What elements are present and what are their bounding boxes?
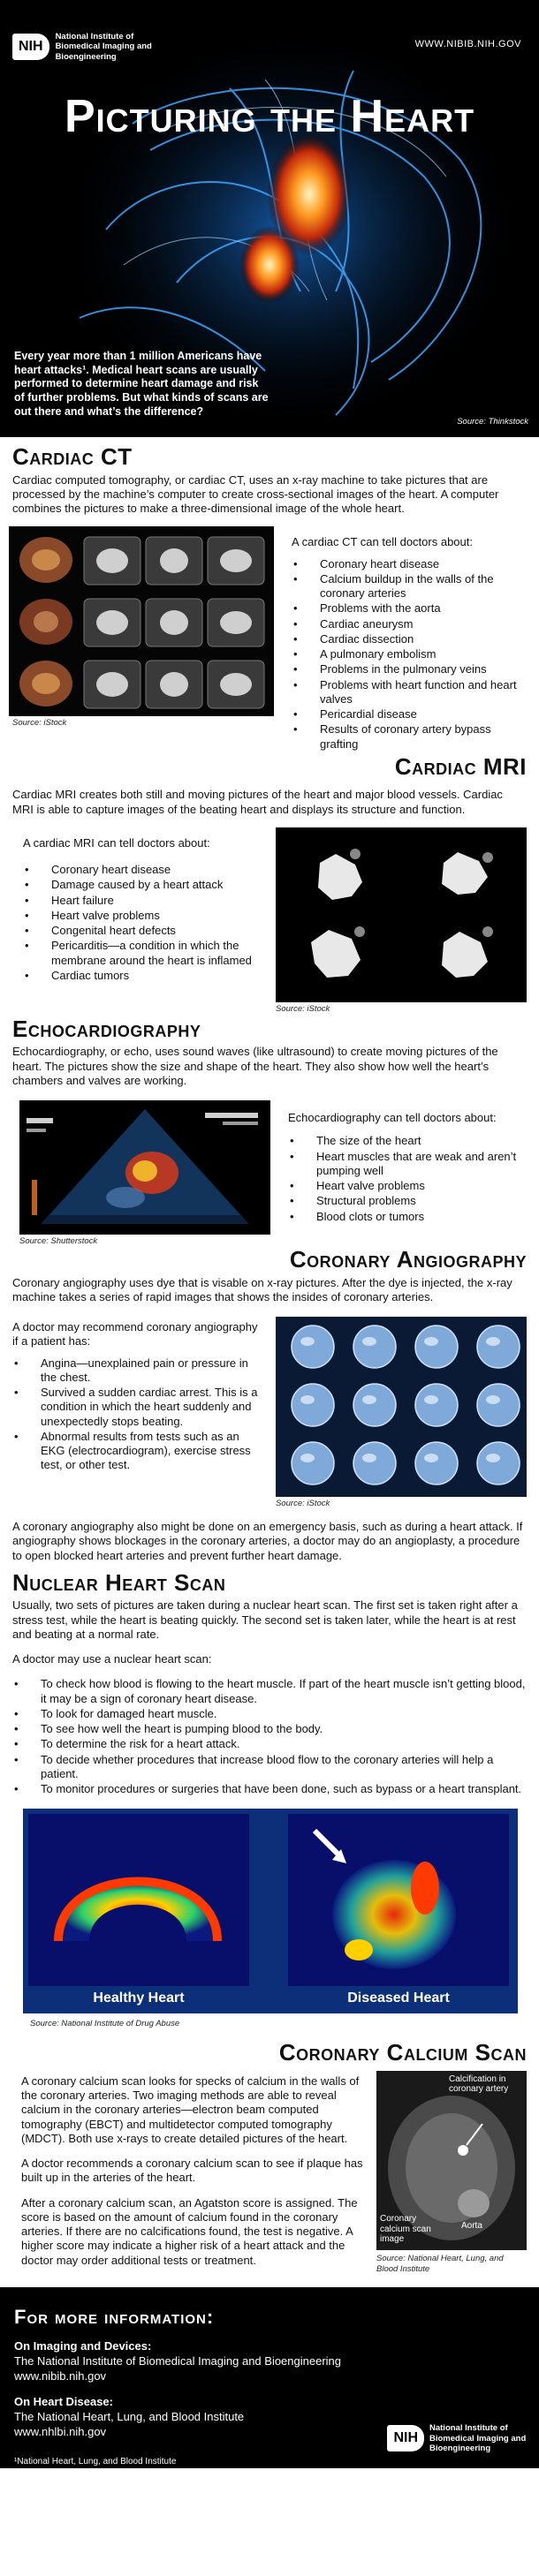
list-item: • Cardiac aneurysm — [292, 617, 527, 631]
calcium-paragraph-1: A coronary calcium scan looks for specks of calcium in the walls of the coronary arteries. Two imaging methods are able to reveal calcium in the coronary arteries—electron beam computed tomography (EBCT) and multidetector computed tomography (MDCT). Both use x-rays to create detailed pictures of the heart. — [21, 2074, 360, 2145]
echo-image — [19, 1100, 270, 1235]
list-item: • Angina—unexplained pain or pressure in the chest. — [12, 1356, 265, 1386]
list-item: • To see how well the heart is pumping blood to the body. — [12, 1722, 527, 1736]
nih-logo[interactable] — [12, 32, 162, 62]
list-item: • Survived a sudden cardiac arrest. This is a condition in which the heart suddenly and unexpectedly stops beating. — [12, 1386, 265, 1429]
section-title: Cardiac MRI — [394, 752, 527, 780]
image-source: Source: iStock — [12, 718, 67, 729]
list-item: • Heart valve problems — [23, 909, 265, 923]
ct-list — [292, 557, 527, 752]
image-source: Source: Shutterstock — [19, 1236, 98, 1247]
list-item: • Problems with the aorta — [292, 601, 527, 616]
section-title: Coronary Angiography — [289, 1246, 527, 1273]
mri-scan-image — [276, 827, 527, 1002]
image-source: Source: National Heart, Lung, and Blood Institute — [376, 2253, 504, 2274]
list-intro: Echocardiography can tell doctors about: — [288, 1111, 497, 1125]
hero-source: Source: Thinkstock — [457, 417, 528, 427]
list-item: • Calcium buildup in the walls of the coronary arteries — [292, 572, 527, 601]
section-cardiac-ct — [0, 444, 539, 752]
intro-text: Every year more than 1 million Americans have heart attacks¹. Medical heart scans are usually performed to determine heart damage and risk of further problems. But what kinds of scans are out there and what’s the difference? — [14, 350, 269, 418]
list-item: • To decide whether procedures that increase blood flow to the coronary arteries will help a patient. — [12, 1753, 527, 1782]
calcium-scan-image — [376, 2071, 527, 2250]
info-block-imaging — [14, 2339, 525, 2384]
aorta-label: Aorta — [461, 2221, 482, 2232]
list-item: • To determine the risk for a heart attack. — [12, 1737, 527, 1751]
section-echocardiography — [0, 1016, 539, 1247]
nuclear-list — [12, 1677, 527, 1796]
section-body: Echocardiography, or echo, uses sound waves (like ultrasound) to create moving pictures of the heart. The pictures show the size and shape of the heart. They also show how well the heart’s chambers and valves are working. — [12, 1045, 498, 1087]
section-after: A coronary angiography also might be done on an emergency basis, such as during a heart attack. If angiography shows blockages in the coronary arteries, a doctor may do an angioplasty, a procedure to open blocked heart arteries and prevent further heart damage. — [12, 1520, 523, 1562]
calcium-paragraph-2: A doctor recommends a coronary calcium scan to see if plaque has built up in the arteries of the heart. — [21, 2157, 363, 2185]
list-item: • Pericardial disease — [292, 707, 527, 721]
angio-list — [12, 1356, 265, 1473]
section-coronary-angiography — [0, 1247, 539, 1563]
list-intro: A cardiac MRI can tell doctors about: — [23, 835, 210, 850]
footer-title: For more information: — [14, 2305, 215, 2328]
list-item: • Heart valve problems — [288, 1179, 527, 1193]
hero-banner — [0, 0, 539, 437]
nih-badge: NIH — [12, 34, 49, 60]
list-item: • Abnormal results from tests such as an EKG (electrocardiogram), exercise stress test, or other test. — [12, 1430, 265, 1473]
list-item: • To check how blood is flowing to the heart muscle. If part of the heart muscle isn’t getting blood, it may be a sign of coronary heart disease. — [12, 1677, 527, 1706]
list-item: • To monitor procedures or surgeries that have been done, such as bypass or a heart transplant. — [12, 1782, 527, 1796]
section-coronary-calcium-scan — [0, 2040, 539, 2274]
section-title: Nuclear Heart Scan — [12, 1568, 226, 1596]
footnote: ¹National Heart, Lung, and Blood Institute — [14, 2457, 177, 2467]
list-item: • Blood clots or tumors — [288, 1210, 527, 1224]
list-item: • Cardiac tumors — [23, 969, 265, 983]
list-item: • Cardiac dissection — [292, 632, 527, 646]
diseased-heart-label: Diseased Heart — [347, 1991, 450, 2006]
list-intro: A doctor may recommend coronary angiography if a patient has: — [12, 1320, 258, 1348]
ct-scan-image — [9, 526, 274, 716]
list-item: • Heart failure — [23, 894, 265, 908]
list-item: • Structural problems — [288, 1194, 527, 1208]
list-item: • A pulmonary embolism — [292, 647, 527, 661]
list-item: • Congenital heart defects — [23, 924, 265, 938]
site-url[interactable]: WWW.NIBIB.NIH.GOV — [414, 39, 521, 49]
info-line: The National Heart, Lung, and Blood Institute — [14, 2409, 245, 2423]
list-item: • To look for damaged heart muscle. — [12, 1707, 527, 1721]
list-item: • Pericarditis—a condition in which the membrane around the heart is inflamed — [23, 939, 265, 968]
image-source: Source: National Institute of Drug Abuse — [30, 2019, 180, 2029]
image-source: Source: iStock — [276, 1499, 330, 1509]
mri-list — [23, 863, 265, 983]
section-body: Cardiac computed tomography, or cardiac CT, uses an x-ray machine to take pictures that are processed by the machine’s computer to create cross-sectional images of the heart. A computer combines the pictures to make a three-dimensional image of the whole heart. — [12, 472, 499, 516]
institute-name: National Institute of Biomedical Imaging and Bioengineering — [429, 2423, 527, 2454]
list-item: • Results of coronary artery bypass grafting — [292, 722, 527, 752]
footer — [0, 2287, 539, 2468]
list-item: • Coronary heart disease — [23, 863, 265, 877]
list-item: • Damage caused by a heart attack — [23, 878, 265, 892]
section-cardiac-mri — [0, 754, 539, 1015]
calcium-paragraph-3: After a coronary calcium scan, an Agatston score is assigned. The score is based on the amount of calcium found in the coronary arteries. If there are no calcifications found, the test is negative. A higher score may indicate a higher risk of a heart attack and the doctor may order additional tests or treatment. — [21, 2195, 358, 2267]
list-item: • Coronary heart disease — [292, 557, 527, 571]
nih-logo-footer[interactable] — [387, 2423, 528, 2453]
nih-badge: NIH — [387, 2425, 424, 2451]
institute-name: National Institute of Biomedical Imaging and Bioengineering — [55, 32, 152, 62]
info-heading: On Heart Disease: — [14, 2394, 113, 2408]
section-title: Echocardiography — [12, 1015, 201, 1042]
nuclear-scan-image — [23, 1809, 518, 2013]
list-item: • Heart muscles that are weak and aren’t pumping well — [288, 1150, 527, 1179]
list-intro: A cardiac CT can tell doctors about: — [292, 535, 473, 549]
echo-list — [288, 1134, 527, 1224]
section-body: Usually, two sets of pictures are taken during a nuclear heart scan. The first set is taken right after a stress test, while the heart is beating quickly. The second set is taken later, while the heart is at rest and beating at a normal rate. — [12, 1598, 518, 1641]
angiography-image — [276, 1317, 527, 1497]
list-item: • Problems in the pulmonary veins — [292, 662, 527, 676]
image-source: Source: iStock — [276, 1003, 330, 1014]
section-title: Coronary Calcium Scan — [278, 2039, 527, 2066]
info-line: The National Institute of Biomedical Imaging and Bioengineering — [14, 2353, 342, 2368]
info-link[interactable]: www.nibib.nih.gov — [14, 2368, 107, 2383]
page-title: Picturing the Heart — [64, 91, 475, 142]
list-item: • The size of the heart — [288, 1134, 527, 1148]
list-item: • Problems with heart function and heart valves — [292, 678, 527, 707]
section-body: Cardiac MRI creates both still and moving pictures of the heart and major blood vessels. Cardiac MRI is able to capture images of the beating heart and displays its structure and function. — [12, 788, 503, 816]
section-nuclear-heart-scan — [0, 1570, 539, 2029]
info-link[interactable]: www.nhlbi.nih.gov — [14, 2424, 107, 2438]
calcification-label: Calcification in coronary artery — [449, 2074, 509, 2095]
info-heading: On Imaging and Devices: — [14, 2339, 152, 2353]
healthy-heart-label: Healthy Heart — [93, 1991, 185, 2006]
scan-image-label: Coronary calcium scan image — [380, 2214, 431, 2245]
list-intro: A doctor may use a nuclear heart scan: — [12, 1652, 212, 1666]
section-body: Coronary angiography uses dye that is visable on x-ray pictures. After the dye is injected, the x-ray machine takes a series of rapid images that shows the insides of coronary arteries. — [12, 1275, 512, 1303]
section-title: Cardiac CT — [12, 443, 133, 470]
